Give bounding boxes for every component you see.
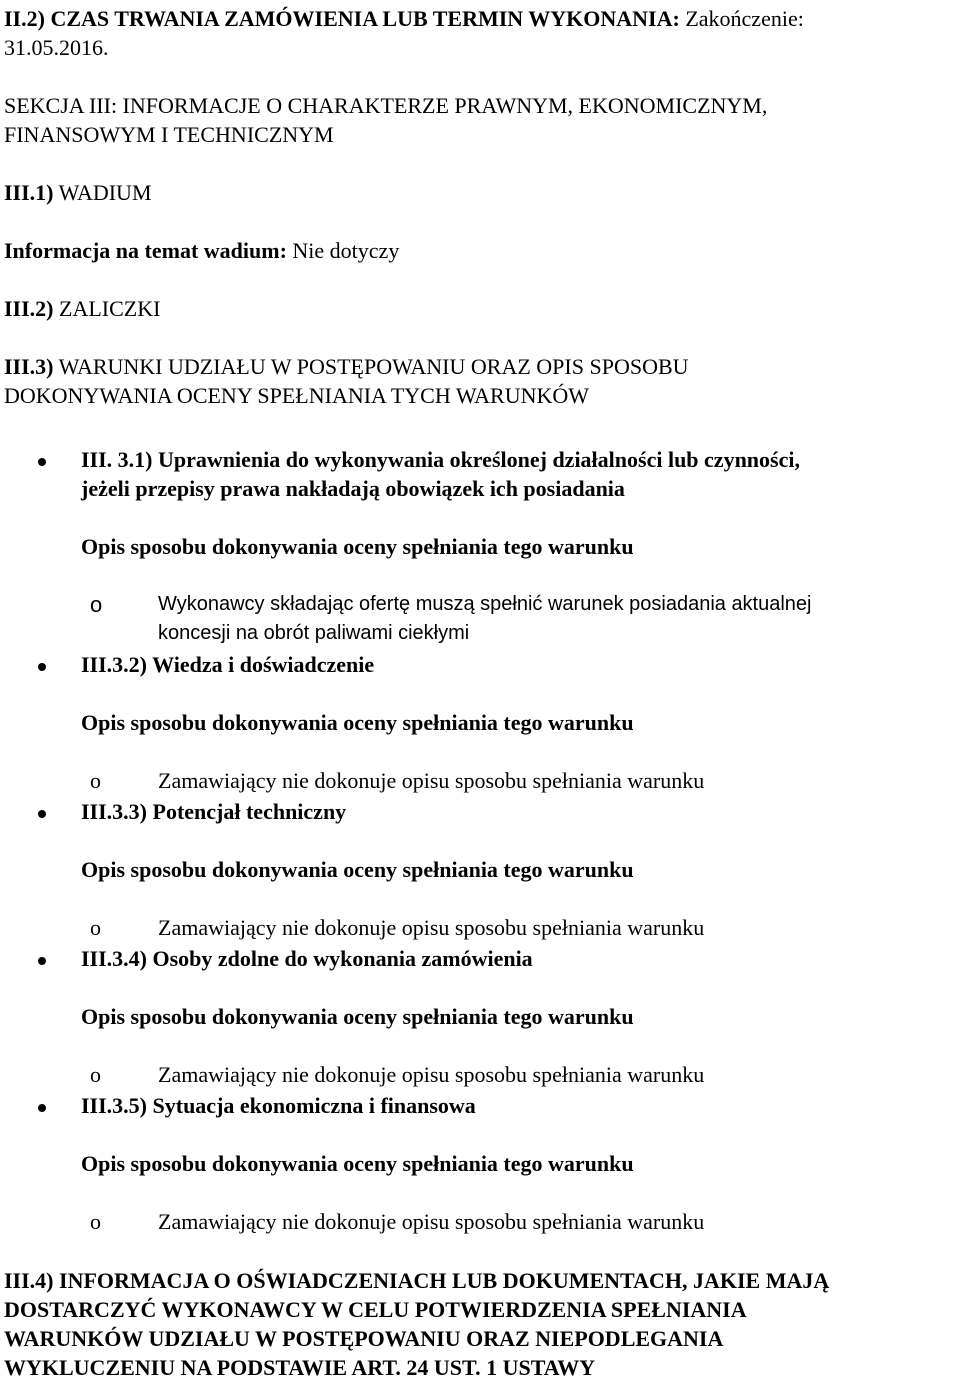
condition-3-item: Zamawiający nie dokonuje opisu sposobu spełniania warunku [158, 915, 705, 940]
circle-bullet-icon: o [90, 592, 103, 617]
condition-1-item-line-2: koncesji na obrót paliwami ciekłymi [158, 622, 470, 644]
wadium-title-text: WADIUM [58, 180, 152, 205]
bullet-icon [38, 458, 46, 466]
condition-3-desc: Opis sposobu dokonywania oceny spełniania tego warunku [81, 857, 634, 882]
condition-1-title-line-1: III. 3.1) Uprawnienia do wykonywania określonej działalności lub czynności, [81, 447, 800, 472]
condition-1-title-line-2: jeżeli przepisy prawa nakładają obowiązek ich posiadania [81, 476, 625, 501]
wadium-title-number: III.1) [4, 180, 54, 205]
wadium-title [4, 178, 152, 207]
section-heading-line-1: SEKCJA III: INFORMACJE O CHARAKTERZE PRAWNYM, EKONOMICZNYM, [4, 93, 768, 118]
condition-4-title: III.3.4) Osoby zdolne do wykonania zamówienia [81, 946, 533, 971]
warunki-heading-line-1: III.3) WARUNKI UDZIAŁU W POSTĘPOWANIU ORAZ OPIS SPOSOBU [4, 354, 689, 379]
condition-5-item: Zamawiający nie dokonuje opisu sposobu spełniania warunku [158, 1209, 705, 1234]
duration-date: 31.05.2016. [4, 35, 109, 60]
bullet-icon [38, 1104, 46, 1112]
warunki-heading-line-2: DOKONYWANIA OCENY SPEŁNIANIA TYCH WARUNKÓW [4, 383, 590, 408]
circle-bullet-icon: o [90, 915, 101, 940]
condition-2-item: Zamawiający nie dokonuje opisu sposobu spełniania warunku [158, 768, 705, 793]
duration-label: II.2) CZAS TRWANIA ZAMÓWIENIA LUB TERMIN WYKONANIA: [4, 6, 680, 31]
bullet-icon [38, 957, 46, 965]
documents-heading-line-4: WYKLUCZENIU NA PODSTAWIE ART. 24 UST. 1 USTAWY [4, 1355, 596, 1380]
documents-heading-line-1: III.4) INFORMACJA O OŚWIADCZENIACH LUB DOKUMENTACH, JAKIE MAJĄ [4, 1268, 830, 1293]
condition-4-item: Zamawiający nie dokonuje opisu sposobu spełniania warunku [158, 1062, 705, 1087]
duration-value: Zakończenie: [685, 6, 804, 31]
condition-2-title: III.3.2) Wiedza i doświadczenie [81, 652, 375, 677]
condition-3-title: III.3.3) Potencjał techniczny [81, 799, 347, 824]
bullet-icon [38, 663, 46, 671]
condition-1-item-line-1: Wykonawcy składając ofertę muszą spełnić warunek posiadania aktualnej [158, 593, 812, 615]
condition-5-desc: Opis sposobu dokonywania oceny spełniania tego warunku [81, 1151, 634, 1176]
section-heading-line-2: FINANSOWYM I TECHNICZNYM [4, 122, 334, 147]
zaliczki-title: III.2) ZALICZKI [4, 296, 161, 321]
condition-5-title: III.3.5) Sytuacja ekonomiczna i finansowa [81, 1093, 476, 1118]
circle-bullet-icon: o [90, 1209, 101, 1234]
condition-1-desc: Opis sposobu dokonywania oceny spełniania tego warunku [81, 534, 634, 559]
bullet-icon [38, 810, 46, 818]
condition-2-desc: Opis sposobu dokonywania oceny spełniania tego warunku [81, 710, 634, 735]
documents-heading-line-2: DOSTARCZYĆ WYKONAWCY W CELU POTWIERDZENIA SPEŁNIANIA [4, 1297, 747, 1322]
documents-heading-line-3: WARUNKÓW UDZIAŁU W POSTĘPOWANIU ORAZ NIEPODLEGANIA [4, 1326, 724, 1351]
wadium-info-label: Informacja na temat wadium: [4, 238, 287, 263]
condition-4-desc: Opis sposobu dokonywania oceny spełniania tego warunku [81, 1004, 634, 1029]
circle-bullet-icon: o [90, 768, 101, 793]
circle-bullet-icon: o [90, 1062, 101, 1087]
wadium-info [4, 236, 399, 265]
wadium-info-value: Nie dotyczy [292, 238, 400, 263]
duration-line [4, 4, 804, 33]
